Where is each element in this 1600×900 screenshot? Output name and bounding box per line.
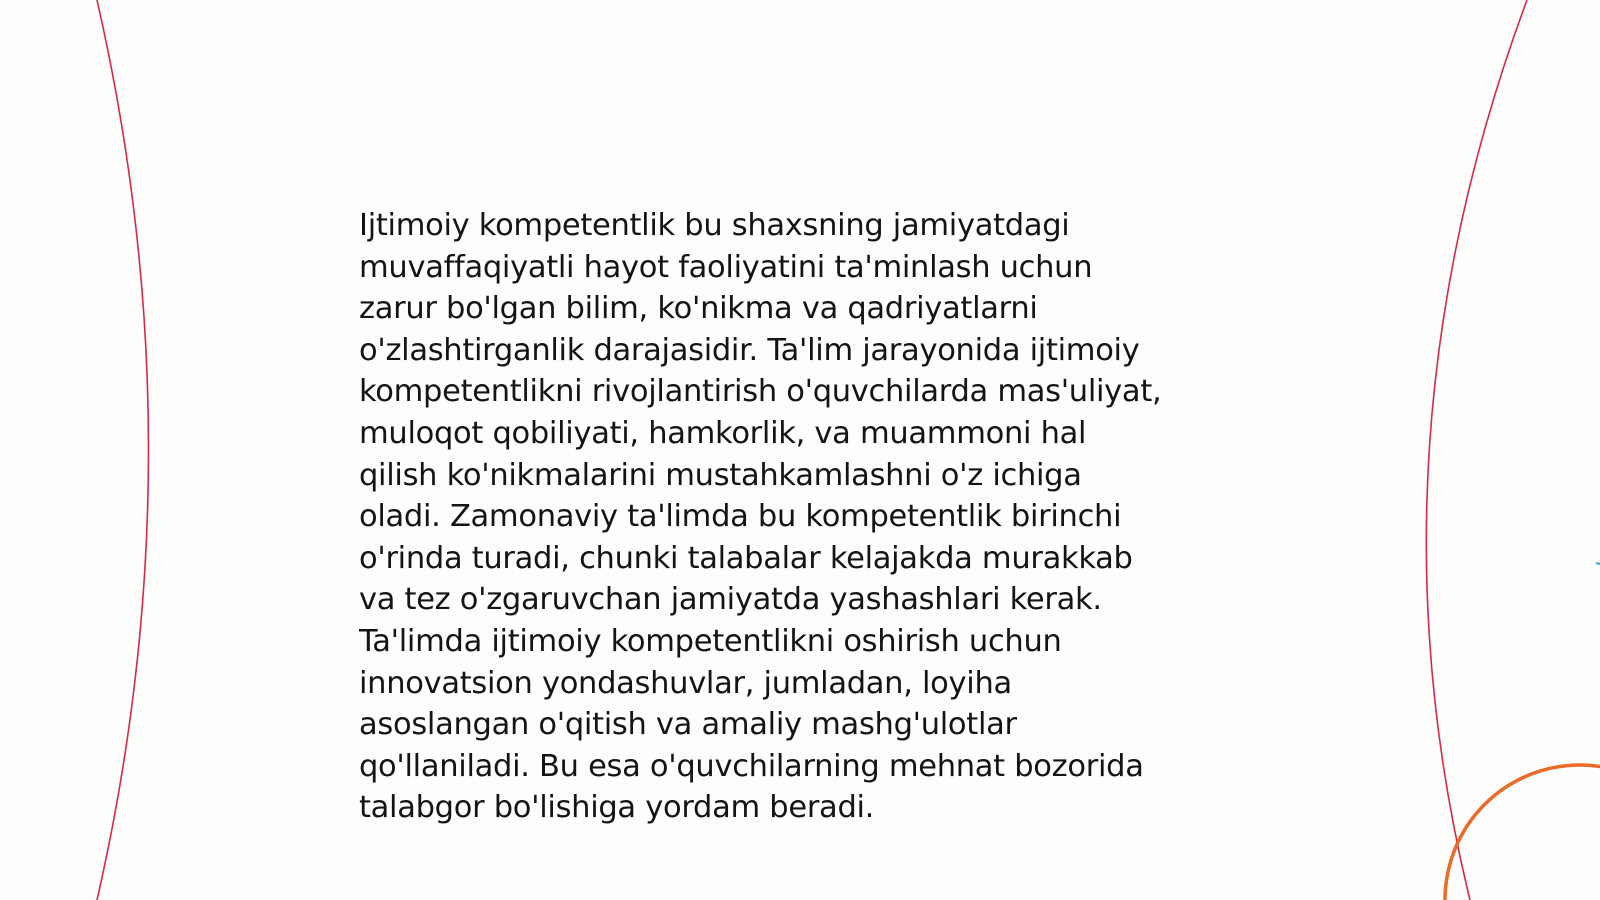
body-text [359,205,1239,829]
body-line: muloqot qobiliyati, hamkorlik, va muammoni hal [359,415,1087,451]
body-line: qilish ko'nikmalarini mustahkamlashni o'z ichiga [359,457,1082,493]
body-line: Ijtimoiy kompetentlik bu shaxsning jamiyatdagi [359,208,1070,243]
body-line: asoslangan o'qitish va amaliy mashg'ulotlar [359,707,1017,743]
body-line: o'rinda turadi, chunki talabalar kelajakda murakkab [359,540,1133,576]
accent-tick-decoration [1596,563,1600,564]
body-line: zarur bo'lgan bilim, ko'nikma va qadriyatlarni [359,291,1038,327]
body-line: qo'llaniladi. Bu esa o'quvchilarning mehnat bozorida [359,748,1144,784]
body-line: oladi. Zamonaviy ta'limda bu kompetentlik birinchi [359,499,1122,535]
corner-circle-decoration [1445,765,1600,900]
body-line: Ta'limda ijtimoiy kompetentlikni oshirish uchun [359,623,1062,659]
right-arc-decoration [1426,0,1527,900]
left-arc-decoration [97,0,149,900]
body-line: innovatsion yondashuvlar, jumladan, loyiha [359,665,1012,701]
body-line: va tez o'zgaruvchan jamiyatda yashashlari kerak. [359,582,1102,618]
body-line: kompetentlikni rivojlantirish o'quvchilarda mas'uliyat, [359,374,1162,410]
body-line: talabgor bo'lishiga yordam beradi. [359,790,875,826]
body-line: o'zlashtirganlik darajasidir. Ta'lim jarayonida ijtimoiy [359,332,1140,368]
body-line: muvaffaqiyatli hayot faoliyatini ta'minlash uchun [359,249,1093,285]
